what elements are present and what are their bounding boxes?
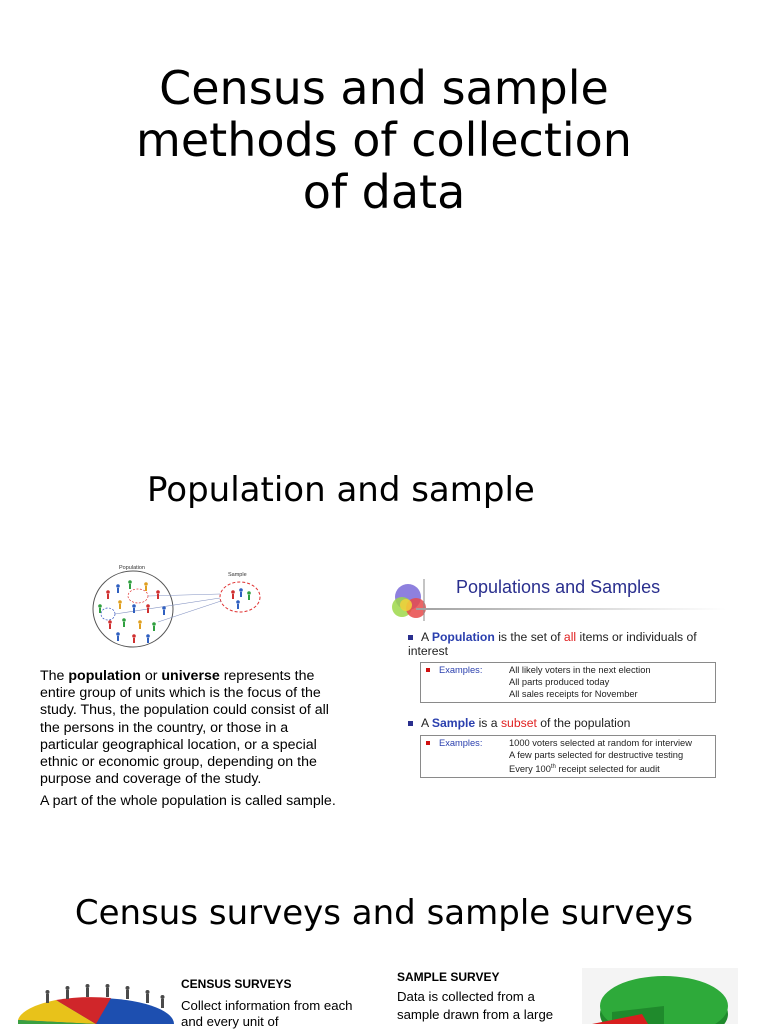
population-definition: [40, 668, 350, 788]
text-run: items or individuals of interest: [408, 630, 697, 658]
text-run: represents the entire group of units which is the focus of the study. Thus, the population could consist of all the persons in the country, or those in a particular geographical location, or a special ethnic or economic group, depending on the purpose and coverage of the study.: [40, 668, 329, 788]
population-term: population: [68, 668, 141, 684]
examples-label: Examples:: [439, 665, 483, 675]
sample-survey-text: Data is collected from a sample drawn from a large: [397, 989, 554, 1022]
population-term: Population: [431, 630, 495, 644]
population-sample-diagram: [88, 562, 268, 652]
text-run: is the set of: [494, 630, 564, 644]
pie-chart-3d-image: [582, 968, 738, 1024]
example-line: [509, 761, 715, 775]
bullet-square-icon: [408, 635, 413, 640]
bullet-square-icon: [408, 721, 413, 726]
population-label: Population: [119, 565, 145, 571]
example-line: All sales receipts for November: [509, 689, 638, 700]
example-line: All parts produced today: [509, 677, 610, 688]
text-run: or: [140, 668, 162, 684]
bullet-square-icon: [426, 741, 430, 745]
universe-term: universe: [161, 668, 220, 684]
populations-samples-title: Populations and Samples: [456, 577, 661, 597]
text-run: A: [421, 716, 432, 730]
slide3-title: Census surveys and sample surveys: [74, 893, 694, 933]
text-run: of the population: [536, 716, 631, 730]
title-divider: [416, 608, 726, 610]
population-description: [40, 668, 350, 816]
text-run: is a: [475, 716, 501, 730]
population-bullet: [408, 630, 726, 658]
sample-label: Sample: [228, 572, 247, 578]
population-examples-box: [420, 662, 716, 703]
slide2-title: Population and sample: [147, 470, 535, 510]
populations-samples-slide: [386, 565, 732, 810]
census-crowd-pie-image: [16, 980, 178, 1024]
census-surveys-text: Collect information from each and every unit of: [181, 998, 353, 1029]
highlight-subset: subset: [500, 716, 537, 730]
text-run: A: [421, 630, 432, 644]
example-line: All likely voters in the next election: [509, 665, 651, 675]
census-surveys-heading: CENSUS SURVEYS: [181, 977, 292, 991]
text-run: Every 100: [509, 764, 551, 775]
sample-definition: A part of the whole population is called sample.: [40, 793, 336, 810]
sample-survey-heading: SAMPLE SURVEY: [397, 970, 500, 984]
sample-term: Sample: [431, 716, 476, 730]
circles-logo-icon: [388, 577, 432, 621]
sample-bullet: [408, 716, 726, 730]
text-run: receipt selected for audit: [555, 764, 660, 775]
example-line: 1000 voters selected at random for interview: [509, 738, 692, 748]
slide1-title: Census and sample methods of collection of data: [136, 61, 632, 219]
sample-examples-box: [420, 735, 716, 778]
highlight-all: all: [563, 630, 577, 644]
text-run: th: [550, 764, 556, 771]
example-line: A few parts selected for destructive testing: [509, 750, 684, 761]
bullet-square-icon: [426, 668, 430, 672]
examples-label: Examples:: [439, 738, 483, 748]
text-run: The: [40, 668, 69, 684]
